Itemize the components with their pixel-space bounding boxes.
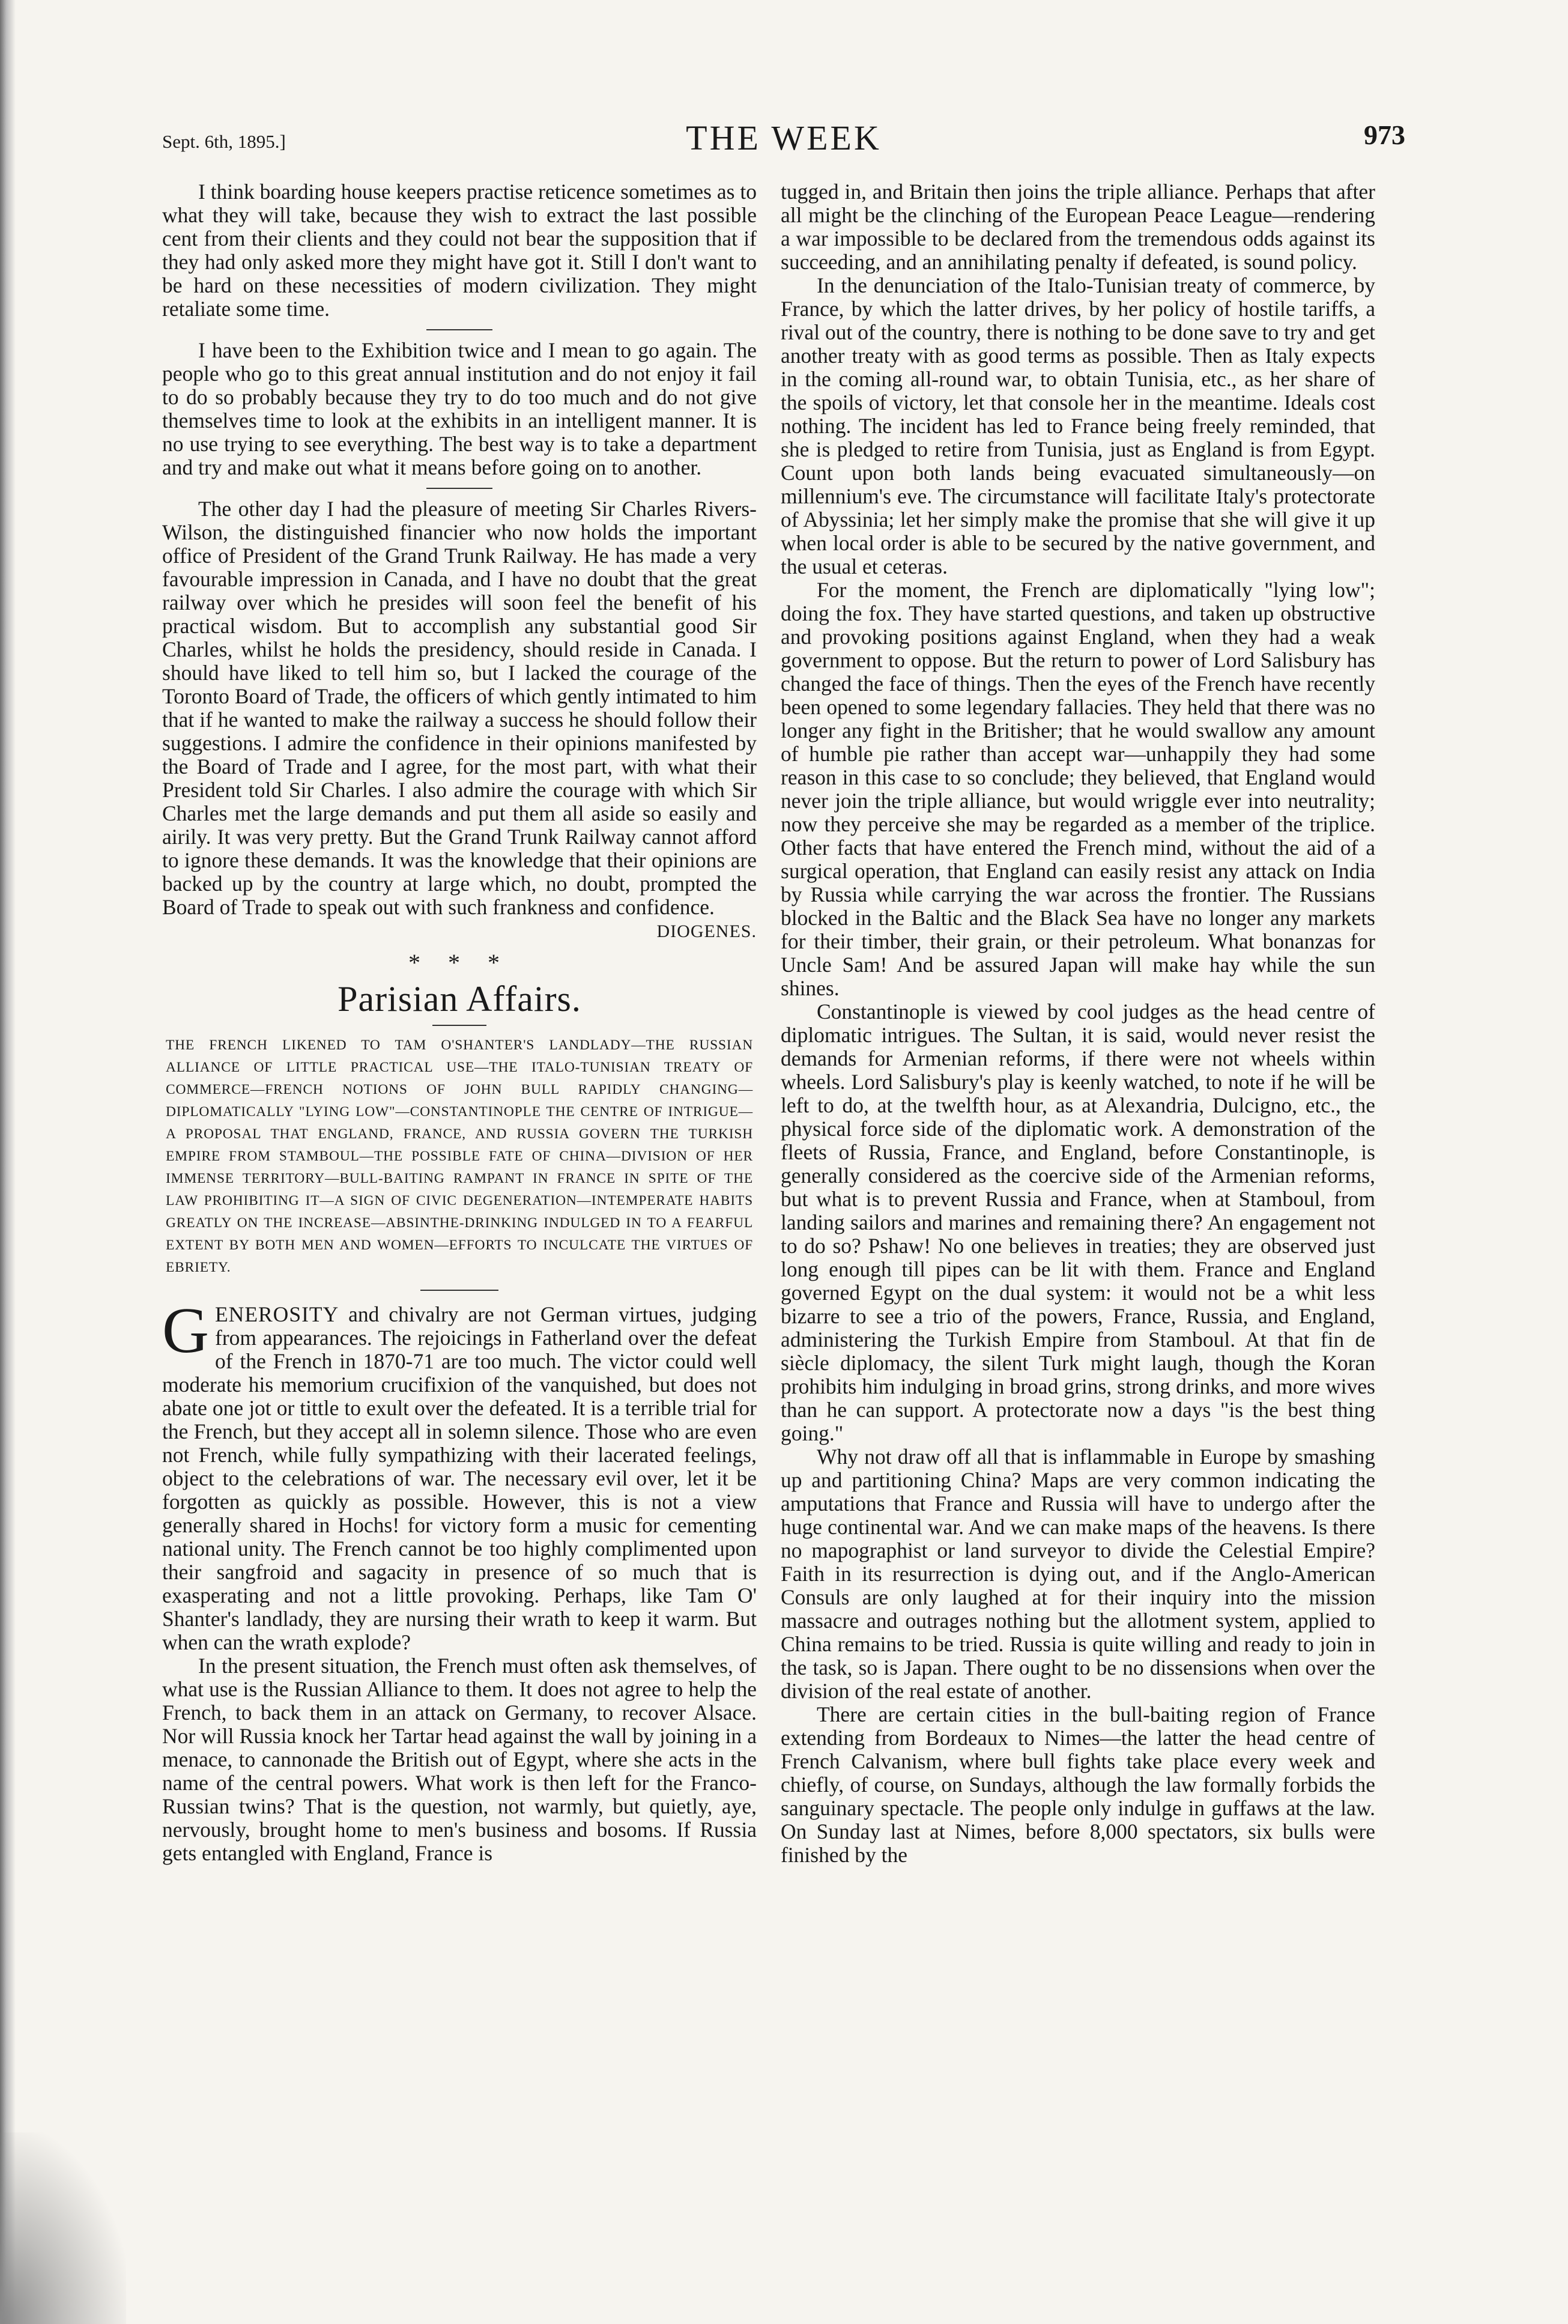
publication-title: THE WEEK	[686, 118, 882, 157]
paragraph-generosity	[162, 1295, 757, 1654]
separator	[426, 488, 492, 489]
drop-cap: G	[162, 1295, 209, 1367]
author-signature: DIOGENES.	[656, 921, 757, 941]
corner-smudge	[0, 2132, 126, 2324]
paragraph-bull-baiting: There are certain cities in the bull-baiting region of France extending from Bordeaux to Nimes—the latter the head centre of French Calvanism, where bull fights take place every week and chiefly, of course, on Sundays, although the law formally forbids the sanguinary spectacle. The people only indulge in guffaws at the law. On Sunday last at Nimes, before 8,000 spectators, six bulls were finished by the	[781, 1702, 1375, 1867]
issue-date: Sept. 6th, 1895.]	[162, 131, 286, 152]
paragraph-lying-low: For the moment, the French are diplomatically "lying low"; doing the fox. They have started questions, and taken up obstructive and provoking positions against England, when they had a weak government to oppose. But the return to power of Lord Salisbury has changed the face of things. Then the eyes of the French have recently been opened to some legendary fallacies. They held that there was no longer any fight in the Britisher; that he would swallow any amount of humble pie rather than accept war—unhappily they had some reason in this case to so conclude; they believed, that England would never join the triple alliance, but would wriggle ever into neutrality; now they perceive she may be regarded as a member of the triplice. Other facts that have entered the French mind, without the aid of a surgical operation, that England can easily resist any attack on India by Russia while carrying the war across the frontier. The Russians blocked in the Baltic and the Black Sea have no longer any markets for their timber, their grain, or their petroleum. What bonanzas for Uncle Sam! And be assured Japan will make hay while the sun shines.	[781, 578, 1375, 1000]
paragraph-boarding-houses: I think boarding house keepers practise reticence sometimes as to what they will take, because they wish to extract the last possible cent from their clients and they could not bear the supposition that if they had only asked more they might have got it. Still I don't want to be hard on these necessities of modern civilization. They might retaliate some time.	[162, 180, 757, 321]
page-number: 973	[1364, 120, 1405, 150]
page-edge-shadow	[0, 0, 16, 2324]
section-summary: THE FRENCH LIKENED TO TAM O'SHANTER'S LANDLADY—THE RUSSIAN ALLIANCE OF LITTLE PRACTICAL USE—THE ITALO-TUNISIAN TREATY OF COMMERCE—FRENCH NOTIONS OF JOHN BULL RAPIDLY CHANGING—DIPLOMATICALLY "LYING LOW"—CONSTANTINOPLE THE CENTRE OF INTRIGUE—A PROPOSAL THAT ENGLAND, FRANCE, AND RUSSIA GOVERN THE TURKISH EMPIRE FROM STAMBOUL—THE POSSIBLE FATE OF CHINA—DIVISION OF HER IMMENSE TERRITORY—BULL-BAITING RAMPANT IN FRANCE IN SPITE OF THE LAW PROHIBITING IT—A SIGN OF CIVIC DEGENERATION—INTEMPERATE HABITS GREATLY ON THE INCREASE—ABSINTHE-DRINKING INDULGED IN TO A FEARFUL EXTENT BY BOTH MEN AND WOMEN—EFFORTS TO INCULCATE THE VIRTUES OF EBRIETY.	[166, 1037, 753, 1275]
left-column	[162, 180, 757, 1865]
lead-text: and chivalry are not German virtues, judging from appearances. The rejoicings in Fatherland over the defeat of the French in 1870-71 are too much. The victor could well moderate his memorium crucifixion of the vanquished, but does not abate one jot or tittle to exult over the defeated. It is a terrible trial for the French, but they accept all in solemn silence. Those who are even not French, while fully sympathizing with their lacerated feelings, object to the celebrations of war. The necessary evil over, let it be forgotten as quickly as possible. However, this is not a view generally shared in Hochs! for victory form a music for cementing national unity. The French cannot be too highly complimented upon their sangfroid and sagacity in presence of so much that is exasperating and not a little provoking. Perhaps, like Tam O' Shanter's landlady, they are nursing their wrath to keep it warm. But when can the wrath explode?	[162, 1302, 757, 1654]
paragraph-grand-trunk: The other day I had the pleasure of meeting Sir Charles Rivers-Wilson, the distinguished financier who now holds the important office of President of the Grand Trunk Railway. He has made a very favourable impression in Canada, and I have no doubt that the great railway over which he presides will soon feel the benefit of his practical wisdom. But to accomplish any substantial good Sir Charles, whilst he holds the presidency, should reside in Canada. I should have liked to tell him so, but I lacked the courage of the Toronto Board of Trade, the officers of which gently intimated to him that if he wanted to make the railway a success he should follow their suggestions. I admire the confidence in their opinions manifested by the Board of Trade and I agree, for the most part, with what their President told Sir Charles. I also admire the courage with which Sir Charles met the large demands and put them all aside so easily and airily. It was very pretty. But the Grand Trunk Railway cannot afford to ignore these demands. It was the knowledge that their opinions are backed up by the country at large which, no doubt, prompted the Board of Trade to speak out with such frankness and confidence.	[162, 497, 757, 919]
paragraph-russian-alliance: In the present situation, the French must often ask themselves, of what use is the Russian Alliance to them. It does not agree to help the French, to back them in an attack on Germany, to recover Alsace. Nor will Russia knock her Tartar head against the wall by joining in a menace, to cannonade the British out of Egypt, where she acts in the name of the central powers. What work is then left for the Franco-Russian twins? That is the question, not warmly, but quietly, aye, nervously, brought home to men's business and bosoms. If Russia gets entangled with England, France is	[162, 1654, 757, 1865]
title-rule	[432, 1025, 486, 1026]
paragraph-triple-alliance: tugged in, and Britain then joins the triple alliance. Perhaps that after all might be the clinching of the European Peace League—rendering a war impossible to be declared from the tremendous odds against its succeeding, and an annihilating penalty if defeated, is sound policy.	[781, 180, 1375, 274]
right-column	[781, 180, 1375, 1867]
section-title: Parisian Affairs.	[338, 979, 581, 1019]
page-header	[162, 114, 1405, 162]
lead-word: ENEROSITY	[215, 1302, 339, 1326]
separator	[426, 329, 492, 330]
paragraph-exhibition: I have been to the Exhibition twice and I mean to go again. The people who go to this great annual institution and do not enjoy it fail to do so probably because they try to do too much and do not give themselves time to look at the exhibits in an intelligent manner. It is no use trying to see everything. The best way is to take a department and try and make out what it means before going on to another.	[162, 338, 757, 479]
summary-rule	[420, 1290, 498, 1291]
paragraph-constantinople: Constantinople is viewed by cool judges as the head centre of diplomatic intrigues. The Sultan, it is said, would never resist the demands for Armenian reforms, if there were not wheels within wheels. Lord Salisbury's play is keenly watched, to note if he will be left to do, at the twelfth hour, as at Alexandria, Dulcigno, etc., the physical force side of the diplomatic work. A demonstration of the fleets of Russia, France, and England, before Constantinople, is generally considered as the coercive side of the Armenian reforms, but what is to prevent Russia and France, when at Stamboul, from landing sailors and marines and remaining there? An engagement not to do so? Pshaw! No one believes in treaties; they are observed just long enough till pipes can be lit with them. France and England governed Egypt on the dual system: it would not be a whit less bizarre to see a trio of the powers, France, Russia, and England, administering the Turkish Empire from Stamboul. At that fin de siècle diplomacy, the silent Turk might laugh, though the Koran prohibits him indulging in broad grins, strong drinks, and more wives than he can support. A protectorate now a days "is the best thing going."	[781, 1000, 1375, 1445]
paragraph-italo-tunisian: In the denunciation of the Italo-Tunisian treaty of commerce, by France, by which the latter drives, by her policy of hostile tariffs, a rival out of the country, there is nothing to be done save to try and get another treaty with as good terms as possible. Then as Italy expects in the coming all-round war, to obtain Tunisia, etc., as her share of the spoils of victory, let that console her in the meantime. Ideals cost nothing. The incident has led to France being freely reminded, that she is pledged to retire from Tunisia, just as England is from Egypt. Count upon both lands being evacuated simultaneously—on millennium's eve. The circumstance will facilitate Italy's protectorate of Abyssinia; let her simply make the promise that she will give it up when local order is able to be secured by the native government, and the usual et ceteras.	[781, 273, 1375, 578]
section-stars: * * *	[408, 949, 510, 976]
paragraph-china: Why not draw off all that is inflammable in Europe by smashing up and partitioning China? Maps are very common indicating the amputations that France and Russia will have to undergo after the huge continental war. And we can make maps of the heavens. Is there no mapographist or land surveyor to divide the Celestial Empire? Faith in its resurrection is dying out, and if the Anglo-American Consuls are only laughed at for their inquiry into the mission massacre and outrages nothing but the allotment system, applied to China remains to be tried. Russia is quite willing and ready to join in the task, so is Japan. There ought to be no dissensions when over the division of the real estate of another.	[781, 1445, 1375, 1703]
